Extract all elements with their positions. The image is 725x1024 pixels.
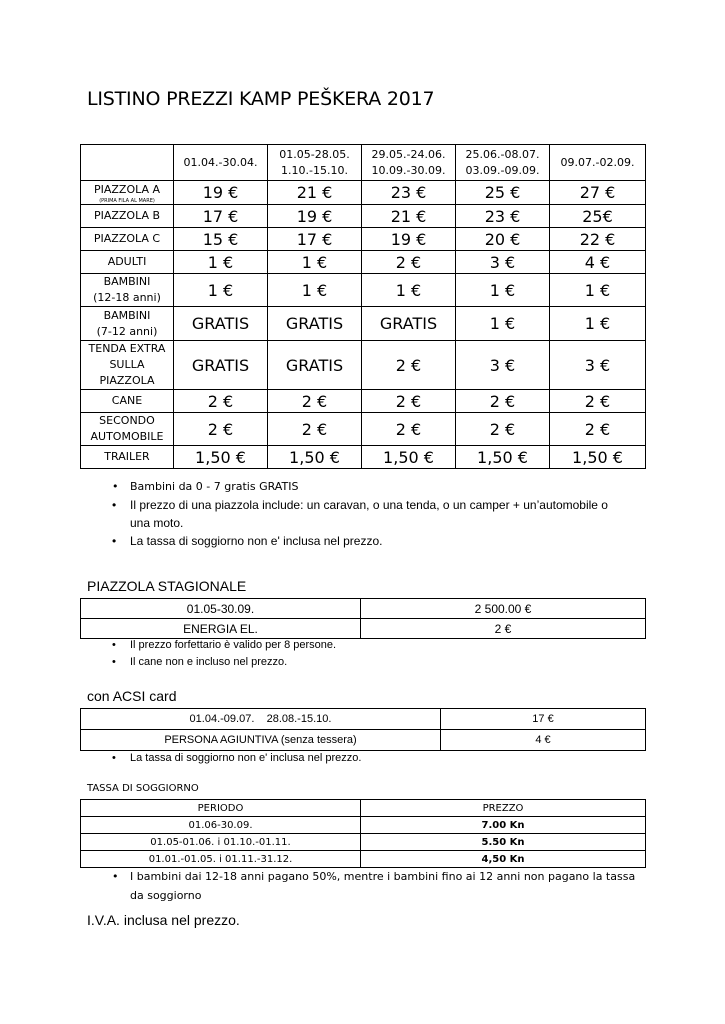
list-item: • La tassa di soggiorno non e' inclusa nel prezzo. [106,532,626,550]
price-cell: 1,50 € [362,446,456,469]
table-cell: 2 500.00 € [361,599,646,619]
row-label [81,181,174,205]
row-label [81,341,174,390]
price-cell: 2 € [362,251,456,274]
row-label-note: (PRIMA FILA AL MARE) [99,197,155,204]
price-cell: 1 € [456,274,550,307]
price-cell: GRATIS [268,307,362,341]
price-cell: 25 € [456,181,550,205]
price-cell: 2 € [174,413,268,446]
row-label-line: PIAZZOLA C [93,232,161,245]
table-row [81,341,646,390]
price-cell: 2 € [362,390,456,413]
table-row [81,446,646,469]
table-cell: 2 € [361,619,646,639]
list-item: • La tassa di soggiorno non e' inclusa nel prezzo. [106,750,361,767]
table-header-row [81,800,646,817]
price-cell: 1 € [550,307,646,341]
table-row [81,181,646,205]
table-cell: PERSONA AGIUNTIVA (senza tessera) [81,730,441,751]
price-cell: 2 € [362,341,456,390]
row-label [81,251,174,274]
iva-note: I.V.A. inclusa nel prezzo. [87,912,240,928]
period-line: 03.09.-09.09. [465,163,540,177]
table-cell: 7.00 Kn [361,817,646,834]
table-row [81,205,646,228]
price-cell: 4 € [550,251,646,274]
acsi-notes [106,750,361,767]
row-label-line: TENDA EXTRA [88,342,166,355]
row-label [81,390,174,413]
row-label [81,205,174,228]
list-item: • Bambini da 0 - 7 gratis GRATIS [106,478,626,496]
row-label-line: CANE [111,394,143,407]
row-label-line: ADULTI [107,255,147,268]
table-row [81,599,646,619]
table-cell: 01.05-01.06. i 01.10.-01.11. [81,834,361,851]
period-line: 25.06.-08.07. [465,147,540,161]
table-row [81,817,646,834]
table-row [81,851,646,868]
price-cell: GRATIS [174,341,268,390]
price-cell: 3 € [456,341,550,390]
price-cell: 2 € [362,413,456,446]
price-cell: GRATIS [362,307,456,341]
period-line: 09.07.-02.09. [560,155,635,169]
list-item: • Il prezzo forfettario è valido per 8 persone. [106,637,336,654]
row-label-line: (7-12 anni) [96,324,158,338]
price-cell: 1,50 € [174,446,268,469]
period-line: 01.05-28.05. [279,147,350,161]
table-row [81,413,646,446]
price-cell: 25€ [550,205,646,228]
price-cell: 19 € [174,181,268,205]
period-line: 10.09.-30.09. [371,163,446,177]
stagionale-notes [106,637,336,671]
period-line: 01.04.-30.04. [183,155,258,169]
list-item: • Il prezzo di una piazzola include: un caravan, o una tenda, o un camper + un’automobile o una moto. [106,496,626,532]
price-cell: 2 € [268,390,362,413]
table-cell: ENERGIA EL. [81,619,361,639]
row-label-line: PIAZZOLA A [93,182,161,196]
tassa-notes [106,867,646,905]
price-cell: 21 € [362,205,456,228]
row-label-line: TRAILER [104,450,150,463]
row-label [81,307,174,341]
price-cell: 1 € [550,274,646,307]
row-label-line: BAMBINI [103,275,151,288]
table-cell: 01.01.-01.05. i 01.11.-31.12. [81,851,361,868]
row-label [81,413,174,446]
table-cell: 01.04.-09.07. 28.08.-15.10. [81,709,441,730]
column-header: PERIODO [81,800,361,817]
price-cell: 1 € [268,274,362,307]
price-cell: 19 € [268,205,362,228]
row-label [81,446,174,469]
price-cell: 15 € [174,228,268,251]
price-notes [106,478,626,550]
price-cell: 17 € [174,205,268,228]
price-cell: 1,50 € [456,446,550,469]
price-cell: 23 € [362,181,456,205]
table-row [81,274,646,307]
period-line: 1.10.-15.10. [281,163,348,177]
row-label-line: BAMBINI [103,308,151,322]
price-cell: 3 € [456,251,550,274]
acsi-table [80,708,646,751]
period-header [268,145,362,181]
table-cell: 17 € [441,709,646,730]
price-table [80,144,646,469]
row-label-line: PIAZZOLA B [93,209,161,222]
price-cell: 2 € [268,413,362,446]
price-cell: 20 € [456,228,550,251]
price-cell: 27 € [550,181,646,205]
tassa-title: TASSA DI SOGGIORNO [87,783,199,794]
stagionale-table [80,598,646,639]
price-cell: 1,50 € [268,446,362,469]
table-cell: 4,50 Kn [361,851,646,868]
price-cell: 1,50 € [550,446,646,469]
table-row [81,834,646,851]
price-cell: GRATIS [268,341,362,390]
acsi-title: con ACSI card [87,688,177,704]
price-cell: 1 € [174,251,268,274]
period-header [456,145,550,181]
row-label [81,228,174,251]
price-cell: 1 € [268,251,362,274]
price-cell: 2 € [550,390,646,413]
list-item: • Il cane non e incluso nel prezzo. [106,654,336,671]
price-cell: 23 € [456,205,550,228]
price-cell: 2 € [550,413,646,446]
price-cell: 2 € [174,390,268,413]
period-line: 29.05.-24.06. [371,147,446,161]
corner-cell [81,145,174,181]
table-row [81,390,646,413]
period-header [362,145,456,181]
list-item: • I bambini dai 12-18 anni pagano 50%, mentre i bambini fino ai 12 anni non pagano la tassa da soggiorno [106,867,646,905]
price-cell: 21 € [268,181,362,205]
table-row [81,251,646,274]
column-header: PREZZO [361,800,646,817]
table-cell: 01.05-30.09. [81,599,361,619]
row-label-line: SECONDO [99,414,155,427]
period-header [550,145,646,181]
price-cell: 1 € [174,274,268,307]
table-row [81,307,646,341]
price-cell: GRATIS [174,307,268,341]
row-label [81,274,174,307]
page-title: LISTINO PREZZI KAMP PEŠKERA 2017 [87,88,435,110]
period-header [174,145,268,181]
price-cell: 19 € [362,228,456,251]
price-cell: 17 € [268,228,362,251]
table-row [81,228,646,251]
row-label-line: AUTOMOBILE [90,430,164,443]
row-label-line: PIAZZOLA [99,374,155,387]
row-label-line: (12-18 anni) [93,291,161,304]
price-cell: 1 € [456,307,550,341]
stagionale-title: PIAZZOLA STAGIONALE [87,578,247,594]
table-cell: 5.50 Kn [361,834,646,851]
price-cell: 1 € [362,274,456,307]
table-row [81,730,646,751]
table-cell: 4 € [441,730,646,751]
table-header-row [81,145,646,181]
price-cell: 2 € [456,413,550,446]
tassa-table [80,799,646,868]
price-cell: 22 € [550,228,646,251]
row-label-line: SULLA [109,358,145,371]
table-cell: 01.06-30.09. [81,817,361,834]
price-cell: 3 € [550,341,646,390]
price-cell: 2 € [456,390,550,413]
table-row [81,619,646,639]
table-row [81,709,646,730]
